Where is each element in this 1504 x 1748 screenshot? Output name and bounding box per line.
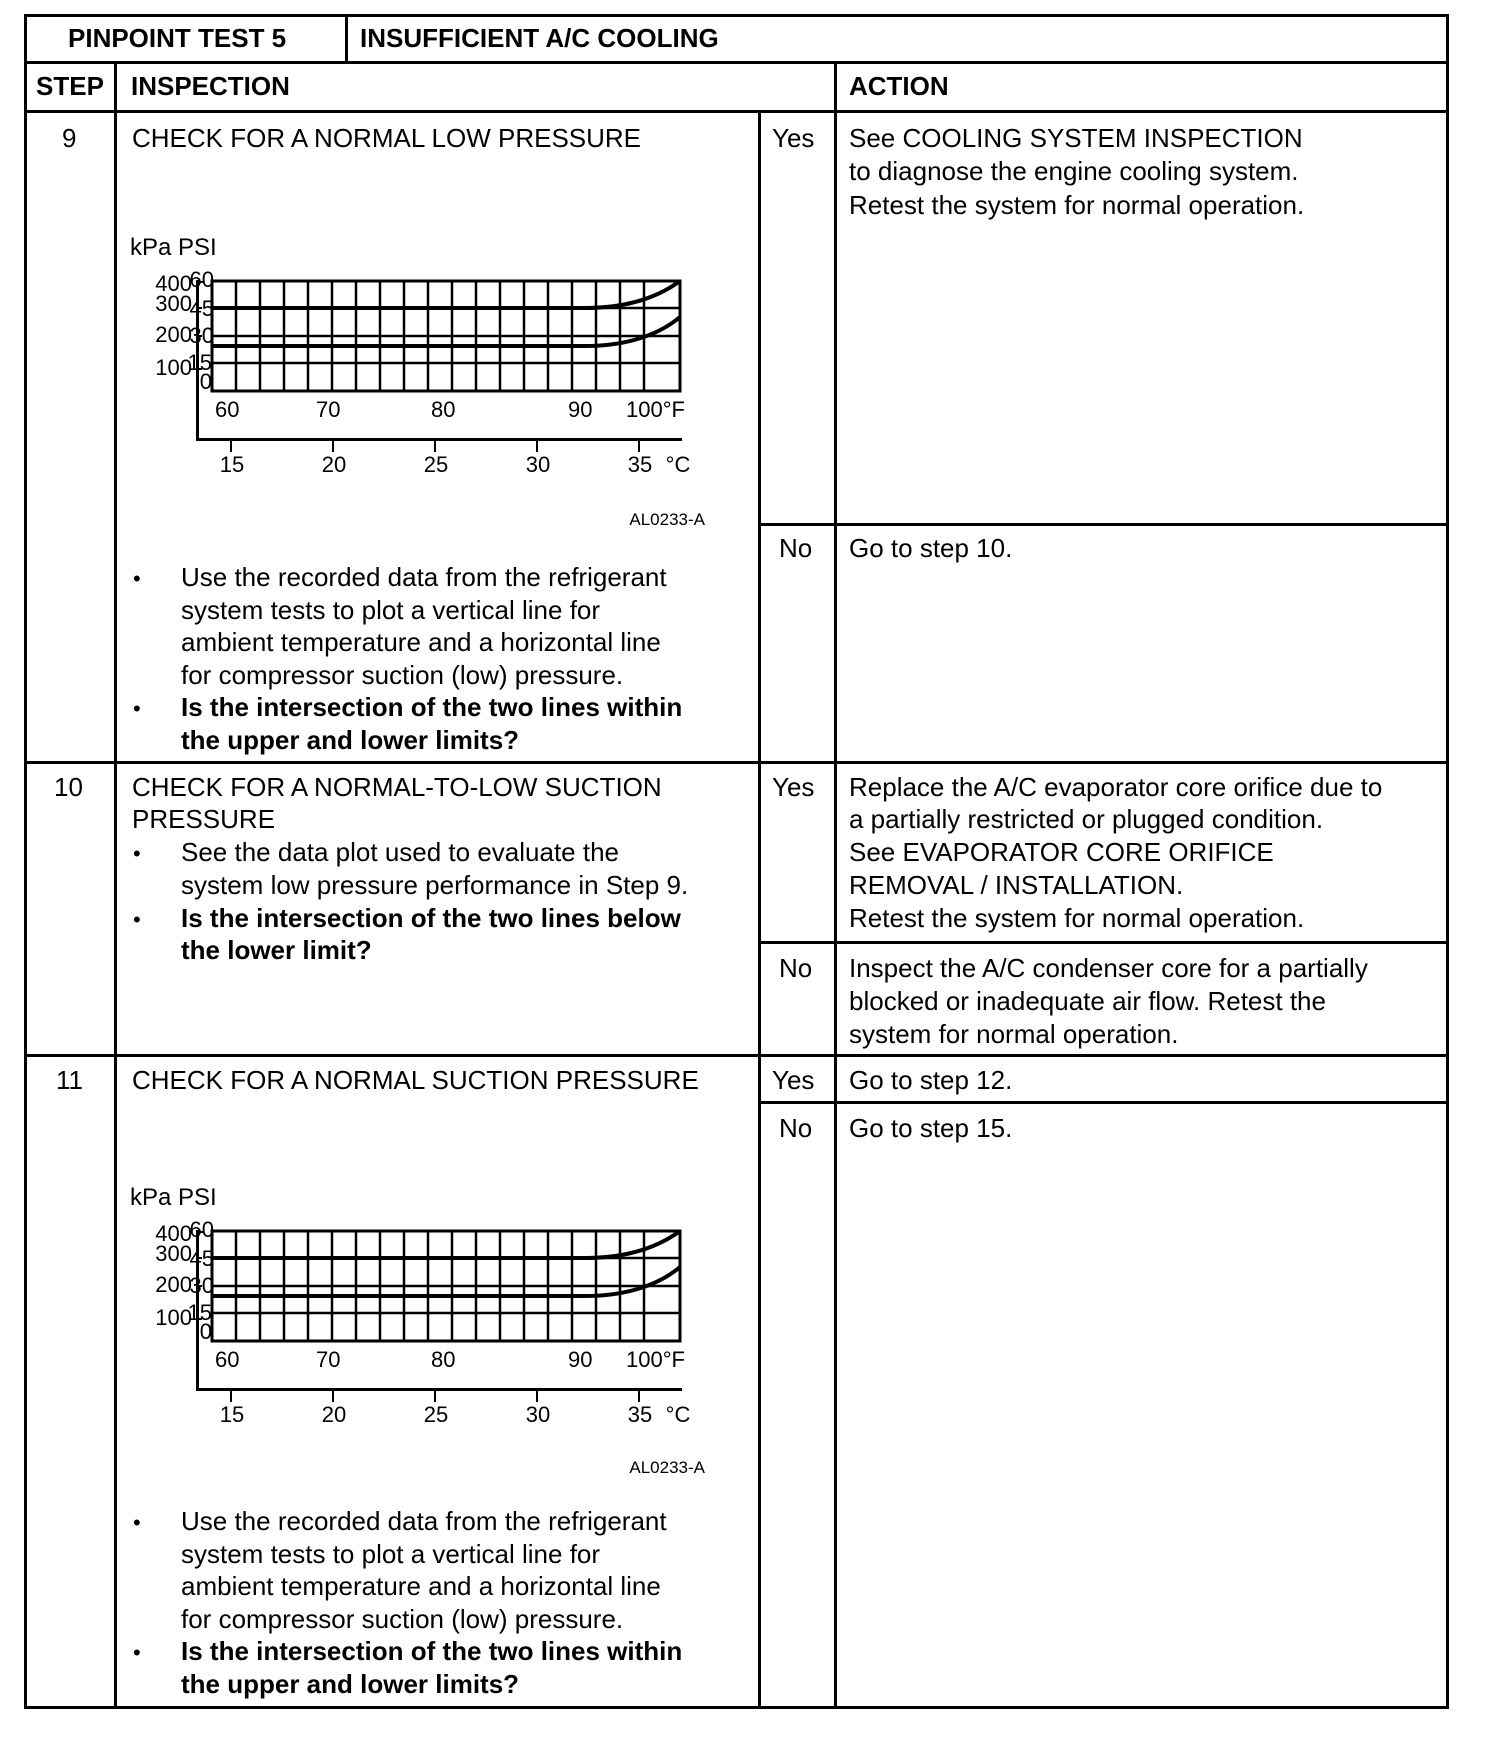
chart-unit-label: kPa PSI bbox=[130, 1184, 217, 1211]
test-title: INSUFFICIENT A/C COOLING bbox=[360, 23, 719, 53]
step-title: CHECK FOR A NORMAL SUCTION PRESSURE bbox=[132, 1065, 699, 1095]
no-action-link[interactable]: Go to step 10. bbox=[849, 533, 1013, 563]
inspection-column-divider bbox=[758, 110, 761, 1709]
svg-text:100: 100 bbox=[155, 355, 192, 380]
svg-text:70: 70 bbox=[316, 1347, 341, 1372]
svg-text:100: 100 bbox=[155, 1305, 192, 1330]
table-border-bottom bbox=[24, 1706, 1449, 1709]
bullet-text: Use the recorded data from the refrigerant bbox=[181, 1506, 667, 1536]
table-border-right bbox=[1446, 14, 1449, 1709]
column-header-action: ACTION bbox=[849, 71, 949, 101]
svg-text:80: 80 bbox=[431, 1347, 456, 1372]
step-column-divider bbox=[114, 61, 117, 1709]
pressure-temperature-chart bbox=[130, 225, 730, 530]
svg-text:30: 30 bbox=[189, 1273, 214, 1298]
yes-action: Replace the A/C evaporator core orifice due to bbox=[849, 772, 1383, 802]
no-action: system for normal operation. bbox=[849, 1019, 1179, 1049]
bullet-icon: • bbox=[133, 696, 141, 721]
svg-text:20: 20 bbox=[321, 1402, 347, 1427]
question-text: Is the intersection of the two lines within bbox=[181, 1636, 683, 1666]
yes-action: a partially restricted or plugged condition. bbox=[849, 804, 1324, 834]
svg-text:0: 0 bbox=[199, 369, 212, 394]
bullet-text: system low pressure performance in Step 9. bbox=[181, 870, 689, 900]
bullet-text: ambient temperature and a horizontal line bbox=[181, 627, 661, 657]
step-9-yes-no-divider bbox=[758, 523, 1449, 526]
step-title: CHECK FOR A NORMAL-TO-LOW SUCTION bbox=[132, 772, 662, 802]
pressure-temperature-chart bbox=[130, 1175, 730, 1480]
upper-limit-curve bbox=[212, 281, 680, 308]
bullet-text: Use the recorded data from the refrigerant bbox=[181, 562, 667, 592]
svg-text:90: 90 bbox=[568, 397, 593, 422]
svg-text:15: 15 bbox=[219, 1402, 245, 1427]
bullet-text: See the data plot used to evaluate the bbox=[181, 837, 620, 867]
svg-text:0: 0 bbox=[199, 1319, 212, 1344]
svg-text:100°F: 100°F bbox=[626, 397, 685, 422]
yes-label: Yes bbox=[772, 123, 815, 153]
question-text: Is the intersection of the two lines below bbox=[181, 903, 681, 933]
yes-label: Yes bbox=[772, 772, 815, 802]
chart-unit-label: kPa PSI bbox=[130, 234, 217, 261]
table-border-top bbox=[24, 14, 1449, 17]
column-header-divider bbox=[24, 110, 1449, 113]
question-text: the upper and lower limits? bbox=[181, 725, 520, 755]
svg-text:60: 60 bbox=[189, 1217, 214, 1242]
figure-id: AL0233-A bbox=[629, 510, 705, 529]
yes-action-link[interactable]: Go to step 12. bbox=[849, 1065, 1013, 1095]
row-divider-step-10 bbox=[24, 761, 1449, 764]
bullet-icon: • bbox=[133, 1640, 141, 1665]
svg-text:15: 15 bbox=[187, 1300, 212, 1325]
lower-limit-curve bbox=[212, 1267, 680, 1296]
bullet-icon: • bbox=[133, 841, 141, 866]
action-column-divider bbox=[834, 61, 837, 1709]
svg-text:300: 300 bbox=[155, 1241, 192, 1266]
no-label: No bbox=[779, 953, 813, 983]
svg-text:20: 20 bbox=[321, 452, 347, 477]
bullet-text: for compressor suction (low) pressure. bbox=[181, 1604, 624, 1634]
svg-text:30: 30 bbox=[525, 452, 551, 477]
svg-text:70: 70 bbox=[316, 397, 341, 422]
test-id: PINPOINT TEST 5 bbox=[68, 23, 287, 53]
header-divider bbox=[24, 61, 1449, 64]
yes-action-link[interactable]: REMOVAL / INSTALLATION. bbox=[849, 870, 1184, 900]
svg-text:°C: °C bbox=[665, 452, 691, 477]
svg-text:400: 400 bbox=[155, 271, 192, 296]
upper-limit-curve bbox=[212, 1231, 680, 1258]
svg-text:45: 45 bbox=[189, 1246, 214, 1271]
step-title: CHECK FOR A NORMAL LOW PRESSURE bbox=[132, 123, 642, 153]
step-number: 10 bbox=[54, 772, 83, 802]
no-label: No bbox=[779, 533, 813, 563]
svg-text:300: 300 bbox=[155, 291, 192, 316]
column-header-inspection: INSPECTION bbox=[131, 71, 290, 101]
no-action-link[interactable]: Go to step 15. bbox=[849, 1113, 1013, 1143]
bullet-icon: • bbox=[133, 907, 141, 932]
bullet-text: system tests to plot a vertical line for bbox=[181, 1539, 601, 1569]
bullet-icon: • bbox=[133, 566, 141, 591]
svg-text:25: 25 bbox=[423, 452, 449, 477]
svg-text:90: 90 bbox=[568, 1347, 593, 1372]
svg-text:200: 200 bbox=[155, 1272, 192, 1297]
svg-text:30: 30 bbox=[189, 323, 214, 348]
bullet-text: for compressor suction (low) pressure. bbox=[181, 660, 624, 690]
bullet-text: system tests to plot a vertical line for bbox=[181, 595, 601, 625]
svg-text:25: 25 bbox=[423, 1402, 449, 1427]
step-title: PRESSURE bbox=[132, 804, 276, 834]
row-divider-step-11 bbox=[24, 1054, 1449, 1057]
step-10-yes-no-divider bbox=[758, 941, 1449, 944]
question-text: the upper and lower limits? bbox=[181, 1669, 520, 1699]
svg-text:400: 400 bbox=[155, 1221, 192, 1246]
no-action: Inspect the A/C condenser core for a partially bbox=[849, 953, 1368, 983]
svg-text:35: 35 bbox=[627, 1402, 653, 1427]
column-header-step: STEP bbox=[36, 71, 104, 101]
yes-label: Yes bbox=[772, 1065, 815, 1095]
yes-action: See COOLING SYSTEM INSPECTION bbox=[849, 123, 1303, 153]
svg-text:60: 60 bbox=[189, 267, 214, 292]
table-border-left bbox=[24, 14, 27, 1709]
no-label: No bbox=[779, 1113, 813, 1143]
svg-text:60: 60 bbox=[215, 397, 240, 422]
svg-text:15: 15 bbox=[187, 350, 212, 375]
header-title-divider bbox=[345, 14, 348, 64]
step-number: 9 bbox=[62, 123, 77, 153]
step-11-yes-no-divider bbox=[758, 1101, 1449, 1104]
question-text: Is the intersection of the two lines within bbox=[181, 692, 683, 722]
yes-action: Retest the system for normal operation. bbox=[849, 190, 1305, 220]
svg-text:30: 30 bbox=[525, 1402, 551, 1427]
yes-action: to diagnose the engine cooling system. bbox=[849, 156, 1299, 186]
yes-action-link[interactable]: See EVAPORATOR CORE ORIFICE bbox=[849, 837, 1274, 867]
lower-limit-curve bbox=[212, 317, 680, 346]
question-text: the lower limit? bbox=[181, 935, 372, 965]
svg-text:200: 200 bbox=[155, 322, 192, 347]
svg-text:45: 45 bbox=[189, 296, 214, 321]
yes-action: Retest the system for normal operation. bbox=[849, 903, 1305, 933]
bullet-icon: • bbox=[133, 1510, 141, 1535]
no-action: blocked or inadequate air flow. Retest the bbox=[849, 986, 1326, 1016]
svg-text:100°F: 100°F bbox=[626, 1347, 685, 1372]
step-number: 11 bbox=[56, 1065, 83, 1095]
svg-text:80: 80 bbox=[431, 397, 456, 422]
svg-text:15: 15 bbox=[219, 452, 245, 477]
figure-id: AL0233-A bbox=[629, 1458, 705, 1477]
svg-text:60: 60 bbox=[215, 1347, 240, 1372]
svg-text:35: 35 bbox=[627, 452, 653, 477]
bullet-text: ambient temperature and a horizontal line bbox=[181, 1571, 661, 1601]
svg-text:°C: °C bbox=[665, 1402, 691, 1427]
